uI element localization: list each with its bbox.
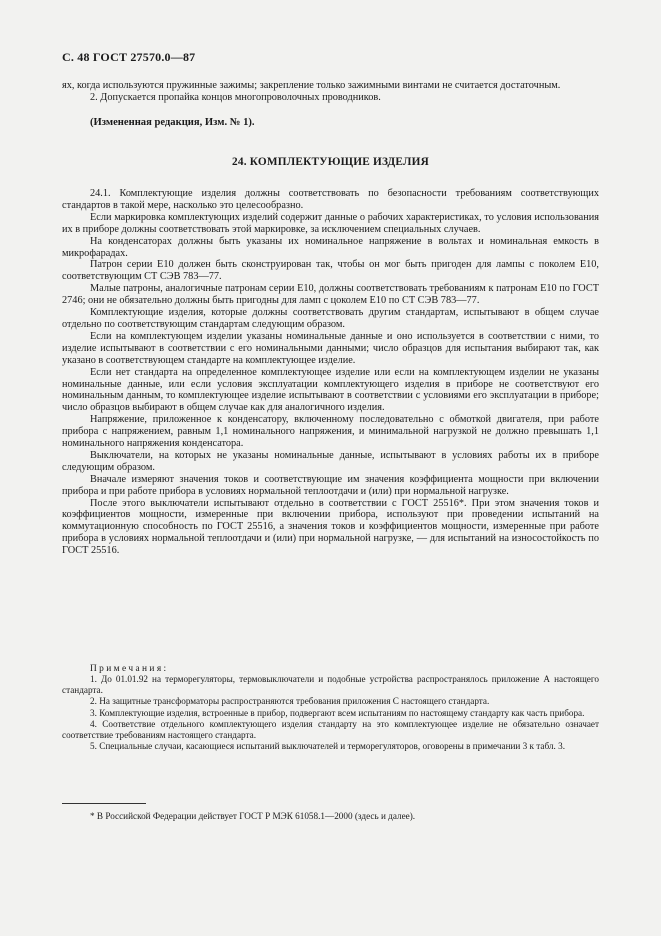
note-item: 2. На защитные трансформаторы распространяются требования приложения С настоящего стандарта. xyxy=(90,696,490,707)
note-item: 4. Соответствие отдельного комплектующего изделия стандарту на это комплектующее изделие не обязательно означает соответствие требованиям настоящего стандарта. xyxy=(62,718,599,741)
section-title: 24. КОМПЛЕКТУЮЩИЕ ИЗДЕЛИЯ xyxy=(232,156,429,168)
paragraph: После этого выключатели испытывают отдельно в соответствии с ГОСТ 25516*. При этом значения токов и коэффициентов мощности, измеренные при включении прибора, используют при проведении испытаний на коммутационную способность по ГОСТ 25516, а значения токов и коэффициентов мощности, измеренные при работе прибора в условиях нормальной теплоотдачи и (или) при нормальной нагрузке, — для испытаний на износостойкость по ГОСТ 25516. xyxy=(62,497,599,557)
notes-block xyxy=(62,664,599,752)
footnote: * В Российской Федерации действует ГОСТ Р МЭК 61058.1—2000 (здесь и далее). xyxy=(90,811,416,821)
note-item: 5. Специальные случаи, касающиеся испытаний выключателей и терморегуляторов, оговорены в примечании 3 к табл. 3. xyxy=(90,741,565,752)
paragraph: Малые патроны, аналогичные патронам серии E10, должны соответствовать требованиям к патронам E10 по ГОСТ 2746; они не обязательно должны быть пригодны для ламп с цоколем E10 по СТ СЭВ 783—77. xyxy=(62,283,599,307)
paragraph: На конденсаторах должны быть указаны их номинальное напряжение в вольтах и номинальная емкость в микрофарадах. xyxy=(62,235,599,259)
note-item: 3. Комплектующие изделия, встроенные в прибор, подвергают всем испытаниям по настоящему стандарту как часть прибора. xyxy=(90,707,585,718)
paragraph: Патрон серии E10 должен быть сконструирован так, чтобы он мог быть пригоден для лампы с поколем E10, соответствующим СТ СЭВ 783—77. xyxy=(62,259,599,283)
paragraph: Вначале измеряют значения токов и соответствующие им значения коэффициента мощности при включении прибора и при работе прибора в условиях нормальной теплоотдачи и (или) при нормальной нагрузке. xyxy=(62,473,599,497)
page-header: С. 48 ГОСТ 27570.0—87 xyxy=(62,50,196,64)
paragraph: Напряжение, приложенное к конденсатору, включенному последовательно с обмоткой двигателя, при работе прибора с напряжением, равным 1,1 номинального напряжения, и минимальной нагрузкой не должно превышать 1,1 номинального напряжения конденсатора. xyxy=(62,414,599,450)
paragraph: Если маркировка комплектующих изделий содержит данные о рабочих характеристиках, то условия использования их в приборе должны соответствовать этой маркировке, за исключением специальных случаев. xyxy=(62,211,599,235)
paragraph: Если нет стандарта на определенное комплектующее изделие или если на комплектующем изделии не указаны номинальные данные, или если условия эксплуатации комплектующего изделия в приборе не соответствуют его номинальным данным, то комплектующее изделие испытывают в соответствии с условиями его эксплуатации в приборе; число образцов выбирают в общем случае как для аналогичного изделия. xyxy=(62,366,599,414)
revision-note: (Измененная редакция, Изм. № 1). xyxy=(90,116,255,128)
footnote-divider xyxy=(62,803,146,804)
paragraph: Если на комплектующем изделии указаны номинальные данные и оно используется в соответствии с ними, то изделие испытывают в соответствии с его номинальными данными; число образцов для испытания выбирают так, как указано в соответствующем стандарте на комплектующее изделие. xyxy=(62,330,599,366)
continuation-block xyxy=(62,80,599,128)
paragraph: Комплектующие изделия, которые должны соответствовать другим стандартам, испытывают в общем случае отдельно по соответствующим стандартам следующим образом. xyxy=(62,307,599,330)
paragraph: 2. Допускается пропайка концов многопроволочных проводников. xyxy=(90,91,381,103)
paragraph: 24.1. Комплектующие изделия должны соответствовать по безопасности требованиям соответствующих стандартов в такой мере, насколько это целесообразно. xyxy=(62,188,599,211)
paragraph: Выключатели, на которых не указаны номинальные данные, испытывают в условиях работы их в приборе следующим образом. xyxy=(62,449,599,473)
paragraph: ях, когда используются пружинные зажимы; закрепление только зажимными винтами не считается достаточным. xyxy=(62,80,561,91)
section-body xyxy=(62,188,599,557)
note-item: 1. До 01.01.92 на терморегуляторы, термовыключатели и подобные устройства распространялось приложение А настоящего стандарта. xyxy=(62,674,599,696)
notes-title: Примечания: xyxy=(90,664,169,674)
